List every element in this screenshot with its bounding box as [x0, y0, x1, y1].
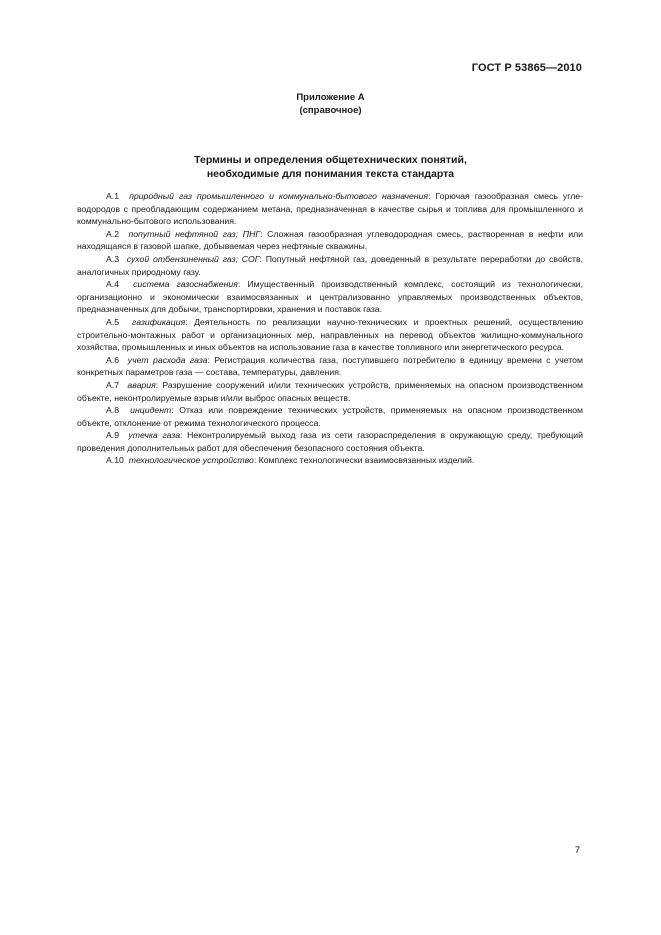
definition-entry [77, 228, 583, 253]
definition-entry [77, 253, 583, 278]
definition-entry [77, 354, 583, 379]
entry-term: учет расхода газа [127, 354, 208, 365]
entry-term: инцидент [130, 405, 172, 416]
standard-code: ГОСТ Р 53865—2010 [471, 62, 582, 74]
entry-term: газификация [132, 316, 186, 327]
entry-number: А.1 [106, 191, 120, 201]
entry-number: А.2 [106, 228, 120, 239]
entry-text: : Попутный нефтяной газ, доведенный в результате переработки до свойств, аналогичных природному газу. [77, 253, 583, 277]
section-title-line-2: необходимые для понимания текста стандарта [206, 168, 455, 180]
entry-text: : Отказ или повреждение технических устройств, применяемых на опасном производственном объекте, отклонение от режима технологического процесса. [77, 405, 584, 428]
entry-term: сухой отбензиненный газ; СОГ [126, 253, 260, 264]
entry-term: авария [127, 379, 156, 390]
section-title [0, 153, 661, 181]
entry-number: А.7 [106, 379, 120, 390]
entry-number: А.10 [106, 455, 124, 466]
definition-entry [77, 404, 583, 429]
entry-text: : Деятельность по реализации научно-технических и проектных решений, осуществлению строительно-монтажных работ и организационных мер, направленных на перевод объектов жилищно-коммунального хозяйства, промышленных и иных объектов на использование газа в качестве топливного или энергетического ресурса. [77, 316, 583, 353]
appendix-heading [0, 91, 661, 117]
entry-number: А.5 [106, 316, 120, 327]
definition-entry [77, 316, 583, 354]
definition-entry [77, 454, 583, 467]
entry-text: : Неконтролируемый выход газа из сети газораспределения в окружающую среду, требующий проведения дополнительных работ для обеспечения безопасного состояния объекта. [77, 430, 584, 453]
section-title-line-1: Термины и определения общетехнических понятий, [194, 154, 467, 166]
entry-text: : Регистрация количества газа, поступившего потребителю в единицу времени с учетом конкретных параметров газа — состава, температуры, давления. [77, 354, 583, 378]
entry-number: А.8 [106, 405, 120, 416]
page-number: 7 [574, 845, 580, 856]
appendix-title: Приложение А [296, 92, 365, 103]
entry-term: технологическое устройство [128, 455, 254, 466]
appendix-subtitle: (справочное) [299, 105, 362, 116]
entry-text: : Комплекс технологически взаимосвязанных изделий. [253, 455, 475, 466]
entry-number: А.9 [106, 430, 120, 441]
entry-text: : Разрушение сооружений и/или технических устройств, применяемых на опасном производственном объекте, неконтролируемые взрыв и/или выброс опасных веществ. [77, 379, 584, 403]
definitions-list [77, 190, 583, 467]
entry-text: : Горючая газообразная смесь углеводородов с преобладающим содержанием метана, предназначенная в качестве сырья и топлива для промышленного и коммунально-бытового использования. [77, 191, 583, 227]
entry-text: : Имущественный производственный комплекс, состоящий из технологически, организационно и экономически взаимосвязанных и централизованно управляемых производственных объектов, предназначенных для добычи, транспортировки, хранения и поставок газа. [77, 279, 584, 315]
entry-number: А.3 [106, 253, 120, 264]
entry-number: А.6 [106, 354, 120, 365]
definition-entry [77, 379, 583, 404]
entry-text: : Сложная газообразная углеводородная смесь, растворенная в нефти или находящаяся в газовой шапке, добываемая через нефтяные скважины. [77, 228, 584, 252]
entry-number: А.4 [106, 279, 120, 290]
entry-term: природный газ промышленного и коммунально-бытового назначения [129, 191, 429, 201]
definition-entry [77, 278, 583, 316]
definition-entry [77, 429, 583, 454]
definition-entry [77, 190, 583, 228]
entry-term: утечка газа [128, 430, 181, 441]
entry-term: система газоснабжения [133, 279, 238, 290]
entry-term: попутный нефтяной газ; ПНГ [128, 228, 261, 239]
